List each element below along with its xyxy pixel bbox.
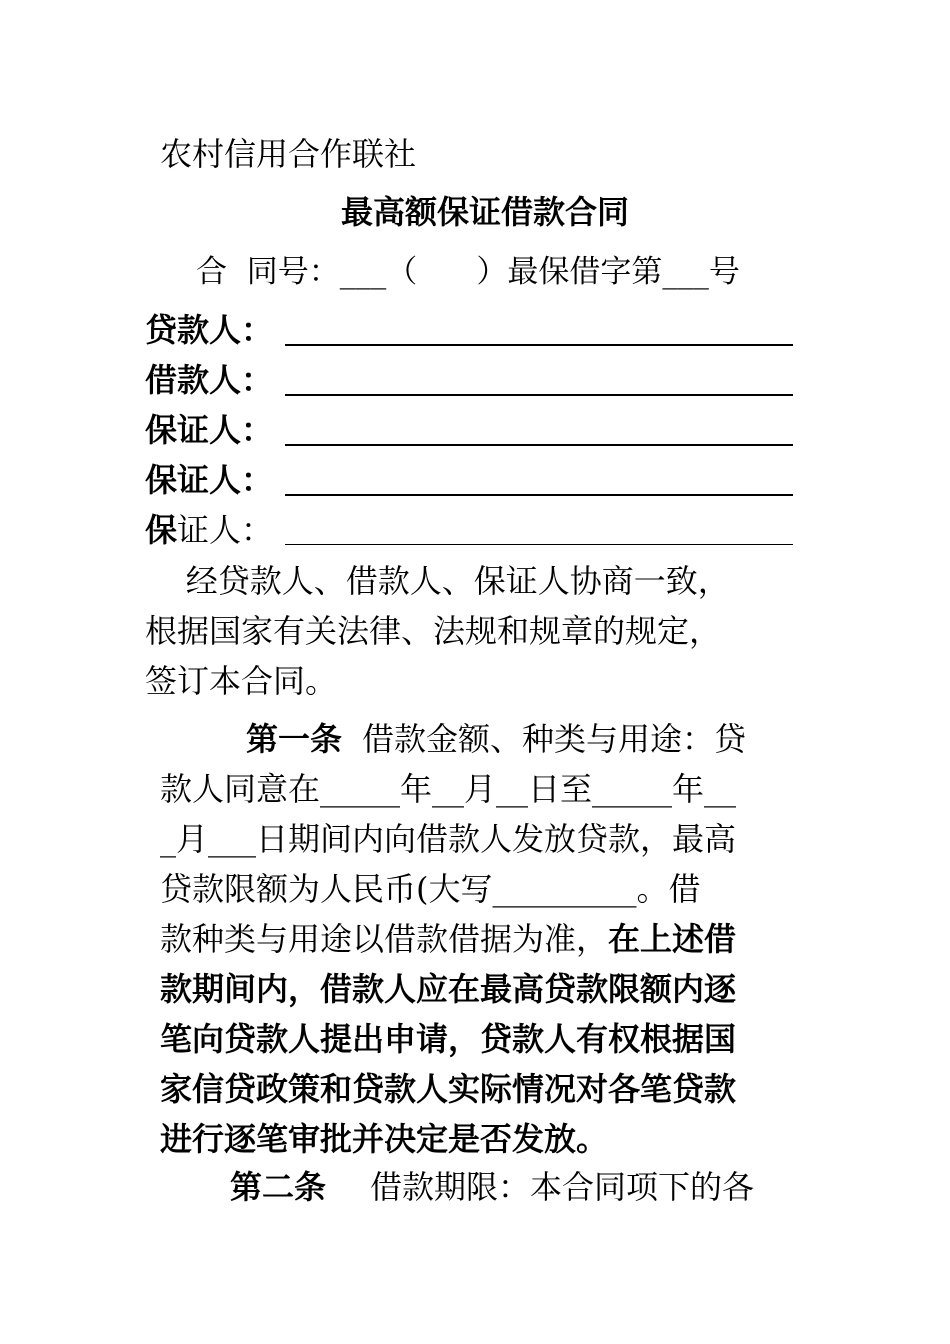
party-borrower-blank xyxy=(285,394,793,396)
article-1-line: _月___日期间内向借款人发放贷款，最高 xyxy=(160,820,737,858)
preamble-line: 经贷款人、借款人、保证人协商一致， xyxy=(145,562,730,600)
preamble-line: 根据国家有关法律、法规和规章的规定， xyxy=(145,612,722,650)
party-lender-label: 贷款人： xyxy=(145,311,274,349)
article-1-line: 款人同意在_____年__月__日至_____年__ xyxy=(160,770,737,808)
party-lender-blank xyxy=(285,344,793,346)
article-2 xyxy=(160,1162,754,1212)
party-guarantor-2-blank xyxy=(285,494,793,496)
party-guarantor-1-blank xyxy=(285,444,793,446)
org-name: 农村信用合作联社 xyxy=(160,135,417,173)
party-guarantor-3-blank xyxy=(285,544,793,545)
article-2-heading: 第二条 xyxy=(230,1168,327,1206)
party-guarantor-1-label: 保证人： xyxy=(145,411,274,449)
article-1-heading: 第一条 xyxy=(246,720,343,758)
article-1-line: 款期间内，借款人应在最高贷款限额内逐 xyxy=(160,970,737,1008)
contract-number: 合 同号：___（ ）最保借字第___号 xyxy=(196,254,740,290)
contract-title: 最高额保证借款合同 xyxy=(340,193,629,231)
article-1-line: 笔向贷款人提出申请，贷款人有权根据国 xyxy=(160,1020,737,1058)
article-1-line: 家信贷政策和贷款人实际情况对各笔贷款 xyxy=(160,1070,737,1108)
article-1-line: 款种类与用途以借款借据为准，在上述借 xyxy=(160,920,737,958)
preamble-line: 签订本合同。 xyxy=(145,662,338,700)
party-guarantor-3-label-rest: 证人： xyxy=(177,511,274,549)
party-guarantor-2-label: 保证人： xyxy=(145,461,274,499)
article-1-line: 贷款限额为人民币(大写_________。借 xyxy=(160,870,701,908)
article-1 xyxy=(160,714,746,1164)
party-borrower-label: 借款人： xyxy=(145,361,274,399)
party-guarantor-3-label xyxy=(145,508,273,552)
article-1-line: 进行逐笔审批并决定是否发放。 xyxy=(160,1120,609,1158)
article-1-line: 第一条 借款金额、种类与用途：贷 xyxy=(246,720,747,758)
preamble xyxy=(145,556,730,706)
party-guarantor-3-label-first: 保 xyxy=(145,511,178,549)
article-2-text: 借款期限：本合同项下的各 xyxy=(370,1168,755,1206)
